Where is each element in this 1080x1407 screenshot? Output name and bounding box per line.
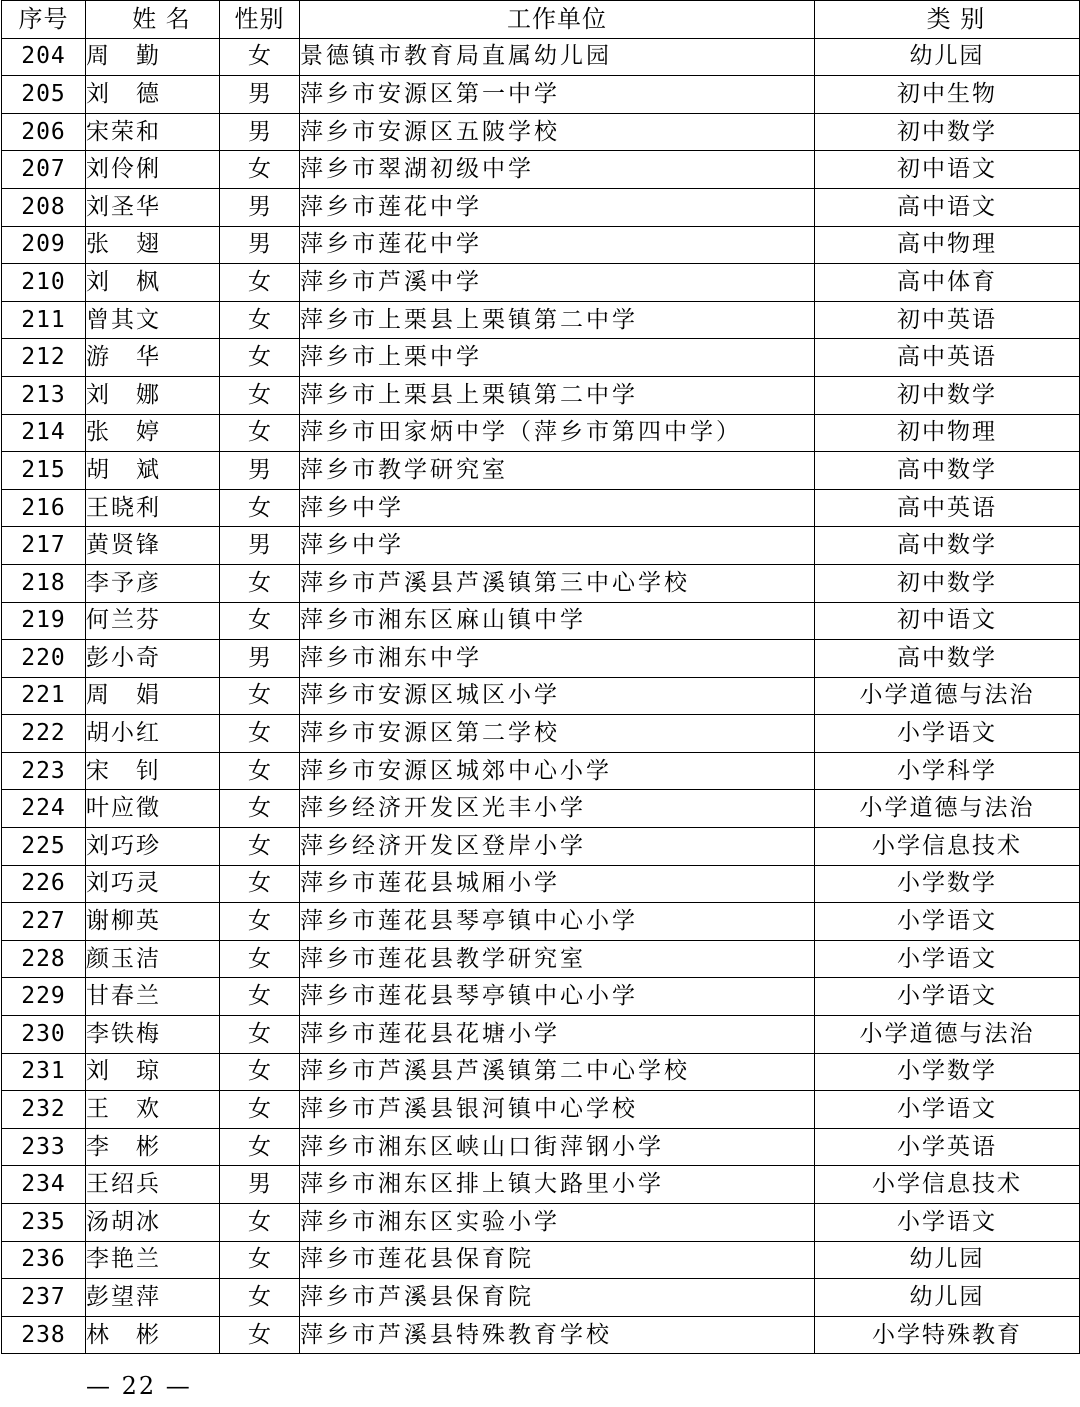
cell-sex: 女 (220, 564, 300, 602)
cell-no: 207 (2, 151, 86, 189)
table-row (2, 188, 1080, 226)
cell-name: 张 翅 (86, 226, 220, 264)
cell-sex: 女 (220, 1316, 300, 1354)
cell-category: 小学道德与法治 (815, 677, 1080, 715)
cell-category: 小学道德与法治 (815, 1016, 1080, 1054)
cell-name: 甘春兰 (86, 978, 220, 1016)
cell-category: 小学数学 (815, 1053, 1080, 1091)
cell-name: 刘巧珍 (86, 828, 220, 866)
cell-name: 林 彬 (86, 1316, 220, 1354)
cell-unit: 萍乡市莲花县保育院 (300, 1241, 815, 1279)
table-row (2, 828, 1080, 866)
table-row (2, 677, 1080, 715)
cell-unit: 萍乡市莲花中学 (300, 226, 815, 264)
table-row (2, 715, 1080, 753)
cell-name: 王晓利 (86, 489, 220, 527)
cell-no: 223 (2, 752, 86, 790)
cell-sex: 女 (220, 790, 300, 828)
table-row (2, 452, 1080, 490)
cell-name: 张 婷 (86, 414, 220, 452)
cell-no: 230 (2, 1016, 86, 1054)
cell-unit: 萍乡市莲花县花塘小学 (300, 1016, 815, 1054)
cell-unit: 萍乡市芦溪中学 (300, 264, 815, 302)
cell-sex: 女 (220, 38, 300, 76)
cell-unit: 萍乡市莲花县琴亭镇中心小学 (300, 978, 815, 1016)
cell-category: 小学语文 (815, 940, 1080, 978)
cell-name: 刘伶俐 (86, 151, 220, 189)
cell-no: 217 (2, 527, 86, 565)
table-body (2, 38, 1080, 1354)
cell-no: 232 (2, 1091, 86, 1129)
cell-sex: 女 (220, 489, 300, 527)
cell-sex: 女 (220, 903, 300, 941)
cell-unit: 萍乡市莲花县城厢小学 (300, 865, 815, 903)
cell-no: 226 (2, 865, 86, 903)
cell-category: 小学英语 (815, 1128, 1080, 1166)
cell-name: 李予彦 (86, 564, 220, 602)
cell-unit: 萍乡市莲花中学 (300, 188, 815, 226)
cell-name: 李艳兰 (86, 1241, 220, 1279)
cell-category: 初中数学 (815, 564, 1080, 602)
cell-sex: 女 (220, 715, 300, 753)
table-row (2, 903, 1080, 941)
cell-name: 刘 枫 (86, 264, 220, 302)
cell-name: 黄贤锋 (86, 527, 220, 565)
cell-unit: 萍乡市湘东区实验小学 (300, 1204, 815, 1242)
cell-unit: 景德镇市教育局直属幼儿园 (300, 38, 815, 76)
cell-unit: 萍乡市安源区城区小学 (300, 677, 815, 715)
cell-no: 218 (2, 564, 86, 602)
cell-category: 幼儿园 (815, 1241, 1080, 1279)
header-sex: 性别 (220, 1, 300, 39)
cell-category: 高中体育 (815, 264, 1080, 302)
cell-category: 小学语文 (815, 715, 1080, 753)
cell-no: 233 (2, 1128, 86, 1166)
cell-no: 227 (2, 903, 86, 941)
table-row (2, 226, 1080, 264)
cell-unit: 萍乡市芦溪县芦溪镇第二中心学校 (300, 1053, 815, 1091)
cell-sex: 女 (220, 865, 300, 903)
cell-name: 胡小红 (86, 715, 220, 753)
cell-no: 234 (2, 1166, 86, 1204)
cell-name: 叶应徵 (86, 790, 220, 828)
cell-name: 彭望萍 (86, 1279, 220, 1317)
cell-no: 237 (2, 1279, 86, 1317)
cell-unit: 萍乡市莲花县琴亭镇中心小学 (300, 903, 815, 941)
cell-sex: 女 (220, 677, 300, 715)
header-row (2, 1, 1080, 39)
cell-sex: 女 (220, 301, 300, 339)
cell-name: 汤胡冰 (86, 1204, 220, 1242)
table-row (2, 564, 1080, 602)
header-no: 序号 (2, 1, 86, 39)
cell-unit: 萍乡市湘东区麻山镇中学 (300, 602, 815, 640)
cell-sex: 女 (220, 1016, 300, 1054)
cell-name: 宋荣和 (86, 113, 220, 151)
cell-name: 刘圣华 (86, 188, 220, 226)
cell-category: 初中语文 (815, 602, 1080, 640)
header-category: 类 别 (815, 1, 1080, 39)
cell-no: 222 (2, 715, 86, 753)
table-row (2, 640, 1080, 678)
cell-sex: 女 (220, 414, 300, 452)
page-number: — 22 — (86, 1372, 192, 1400)
table-row (2, 376, 1080, 414)
cell-no: 235 (2, 1204, 86, 1242)
cell-sex: 女 (220, 752, 300, 790)
cell-sex: 女 (220, 940, 300, 978)
cell-name: 曾其文 (86, 301, 220, 339)
cell-unit: 萍乡市安源区第一中学 (300, 76, 815, 114)
cell-sex: 男 (220, 640, 300, 678)
cell-sex: 女 (220, 1279, 300, 1317)
table-row (2, 752, 1080, 790)
cell-category: 初中数学 (815, 376, 1080, 414)
cell-category: 高中数学 (815, 527, 1080, 565)
cell-unit: 萍乡市芦溪县保育院 (300, 1279, 815, 1317)
cell-category: 初中语文 (815, 151, 1080, 189)
cell-no: 236 (2, 1241, 86, 1279)
cell-sex: 女 (220, 376, 300, 414)
cell-no: 219 (2, 602, 86, 640)
cell-unit: 萍乡中学 (300, 489, 815, 527)
cell-sex: 女 (220, 264, 300, 302)
table-row (2, 1053, 1080, 1091)
cell-unit: 萍乡市芦溪县银河镇中心学校 (300, 1091, 815, 1129)
header-name: 姓 名 (86, 1, 220, 39)
cell-category: 高中英语 (815, 339, 1080, 377)
cell-no: 238 (2, 1316, 86, 1354)
table-row (2, 1279, 1080, 1317)
cell-category: 高中数学 (815, 640, 1080, 678)
cell-name: 谢柳英 (86, 903, 220, 941)
cell-sex: 女 (220, 1204, 300, 1242)
cell-unit: 萍乡市田家炳中学（萍乡市第四中学） (300, 414, 815, 452)
cell-name: 周 勤 (86, 38, 220, 76)
header-unit: 工作单位 (300, 1, 815, 39)
cell-no: 221 (2, 677, 86, 715)
cell-category: 小学语文 (815, 1204, 1080, 1242)
cell-no: 212 (2, 339, 86, 377)
cell-no: 209 (2, 226, 86, 264)
cell-name: 周 娟 (86, 677, 220, 715)
cell-name: 李铁梅 (86, 1016, 220, 1054)
table-row (2, 978, 1080, 1016)
cell-sex: 女 (220, 978, 300, 1016)
table-row (2, 1091, 1080, 1129)
cell-no: 211 (2, 301, 86, 339)
cell-category: 小学科学 (815, 752, 1080, 790)
cell-category: 小学数学 (815, 865, 1080, 903)
cell-sex: 男 (220, 226, 300, 264)
cell-no: 210 (2, 264, 86, 302)
cell-name: 刘 德 (86, 76, 220, 114)
cell-unit: 萍乡中学 (300, 527, 815, 565)
cell-no: 225 (2, 828, 86, 866)
table-row (2, 113, 1080, 151)
table-row (2, 301, 1080, 339)
cell-unit: 萍乡市湘东区排上镇大路里小学 (300, 1166, 815, 1204)
cell-category: 初中生物 (815, 76, 1080, 114)
table-row (2, 339, 1080, 377)
cell-unit: 萍乡市湘东区峡山口街萍钢小学 (300, 1128, 815, 1166)
cell-unit: 萍乡经济开发区光丰小学 (300, 790, 815, 828)
cell-category: 小学信息技术 (815, 828, 1080, 866)
cell-sex: 男 (220, 188, 300, 226)
cell-name: 游 华 (86, 339, 220, 377)
cell-category: 高中物理 (815, 226, 1080, 264)
cell-unit: 萍乡市安源区五陂学校 (300, 113, 815, 151)
cell-no: 220 (2, 640, 86, 678)
cell-name: 宋 钊 (86, 752, 220, 790)
cell-no: 228 (2, 940, 86, 978)
table-row (2, 38, 1080, 76)
cell-name: 刘 娜 (86, 376, 220, 414)
cell-category: 高中数学 (815, 452, 1080, 490)
table-row (2, 76, 1080, 114)
table-header (2, 1, 1080, 39)
cell-no: 224 (2, 790, 86, 828)
cell-unit: 萍乡市上栗中学 (300, 339, 815, 377)
cell-category: 小学语文 (815, 1091, 1080, 1129)
cell-category: 初中英语 (815, 301, 1080, 339)
table-row (2, 1016, 1080, 1054)
table-row (2, 1316, 1080, 1354)
cell-sex: 男 (220, 113, 300, 151)
cell-unit: 萍乡市安源区城郊中心小学 (300, 752, 815, 790)
cell-category: 小学特殊教育 (815, 1316, 1080, 1354)
table-row (2, 1241, 1080, 1279)
cell-unit: 萍乡市芦溪县芦溪镇第三中心学校 (300, 564, 815, 602)
cell-unit: 萍乡市上栗县上栗镇第二中学 (300, 301, 815, 339)
cell-sex: 男 (220, 452, 300, 490)
cell-sex: 男 (220, 527, 300, 565)
cell-no: 208 (2, 188, 86, 226)
cell-category: 幼儿园 (815, 38, 1080, 76)
cell-no: 215 (2, 452, 86, 490)
cell-category: 初中数学 (815, 113, 1080, 151)
cell-category: 高中语文 (815, 188, 1080, 226)
table-row (2, 151, 1080, 189)
cell-unit: 萍乡市芦溪县特殊教育学校 (300, 1316, 815, 1354)
cell-sex: 女 (220, 1241, 300, 1279)
cell-name: 刘 琼 (86, 1053, 220, 1091)
cell-unit: 萍乡市翠湖初级中学 (300, 151, 815, 189)
table-row (2, 264, 1080, 302)
cell-sex: 女 (220, 1091, 300, 1129)
table-row (2, 414, 1080, 452)
cell-sex: 女 (220, 828, 300, 866)
cell-no: 205 (2, 76, 86, 114)
cell-name: 王绍兵 (86, 1166, 220, 1204)
cell-name: 李 彬 (86, 1128, 220, 1166)
cell-unit: 萍乡市安源区第二学校 (300, 715, 815, 753)
cell-name: 彭小奇 (86, 640, 220, 678)
cell-sex: 男 (220, 76, 300, 114)
cell-unit: 萍乡市教学研究室 (300, 452, 815, 490)
cell-name: 胡 斌 (86, 452, 220, 490)
cell-sex: 女 (220, 339, 300, 377)
cell-name: 何兰芬 (86, 602, 220, 640)
table-row (2, 790, 1080, 828)
table-row (2, 865, 1080, 903)
cell-category: 初中物理 (815, 414, 1080, 452)
cell-category: 小学道德与法治 (815, 790, 1080, 828)
cell-category: 小学信息技术 (815, 1166, 1080, 1204)
cell-category: 幼儿园 (815, 1279, 1080, 1317)
cell-sex: 女 (220, 151, 300, 189)
table-row (2, 1204, 1080, 1242)
cell-category: 小学语文 (815, 903, 1080, 941)
cell-sex: 女 (220, 602, 300, 640)
cell-no: 229 (2, 978, 86, 1016)
cell-unit: 萍乡市莲花县教学研究室 (300, 940, 815, 978)
cell-sex: 女 (220, 1053, 300, 1091)
table-row (2, 1166, 1080, 1204)
cell-sex: 男 (220, 1166, 300, 1204)
cell-no: 204 (2, 38, 86, 76)
cell-no: 206 (2, 113, 86, 151)
cell-unit: 萍乡市上栗县上栗镇第二中学 (300, 376, 815, 414)
table-row (2, 1128, 1080, 1166)
cell-category: 小学语文 (815, 978, 1080, 1016)
table-row (2, 489, 1080, 527)
cell-no: 216 (2, 489, 86, 527)
cell-no: 231 (2, 1053, 86, 1091)
table-row (2, 940, 1080, 978)
cell-unit: 萍乡市湘东中学 (300, 640, 815, 678)
cell-category: 高中英语 (815, 489, 1080, 527)
cell-no: 213 (2, 376, 86, 414)
cell-no: 214 (2, 414, 86, 452)
table-row (2, 527, 1080, 565)
cell-unit: 萍乡经济开发区登岸小学 (300, 828, 815, 866)
cell-sex: 女 (220, 1128, 300, 1166)
cell-name: 王 欢 (86, 1091, 220, 1129)
cell-name: 刘巧灵 (86, 865, 220, 903)
table-row (2, 602, 1080, 640)
cell-name: 颜玉洁 (86, 940, 220, 978)
roster-table (1, 0, 1080, 1354)
